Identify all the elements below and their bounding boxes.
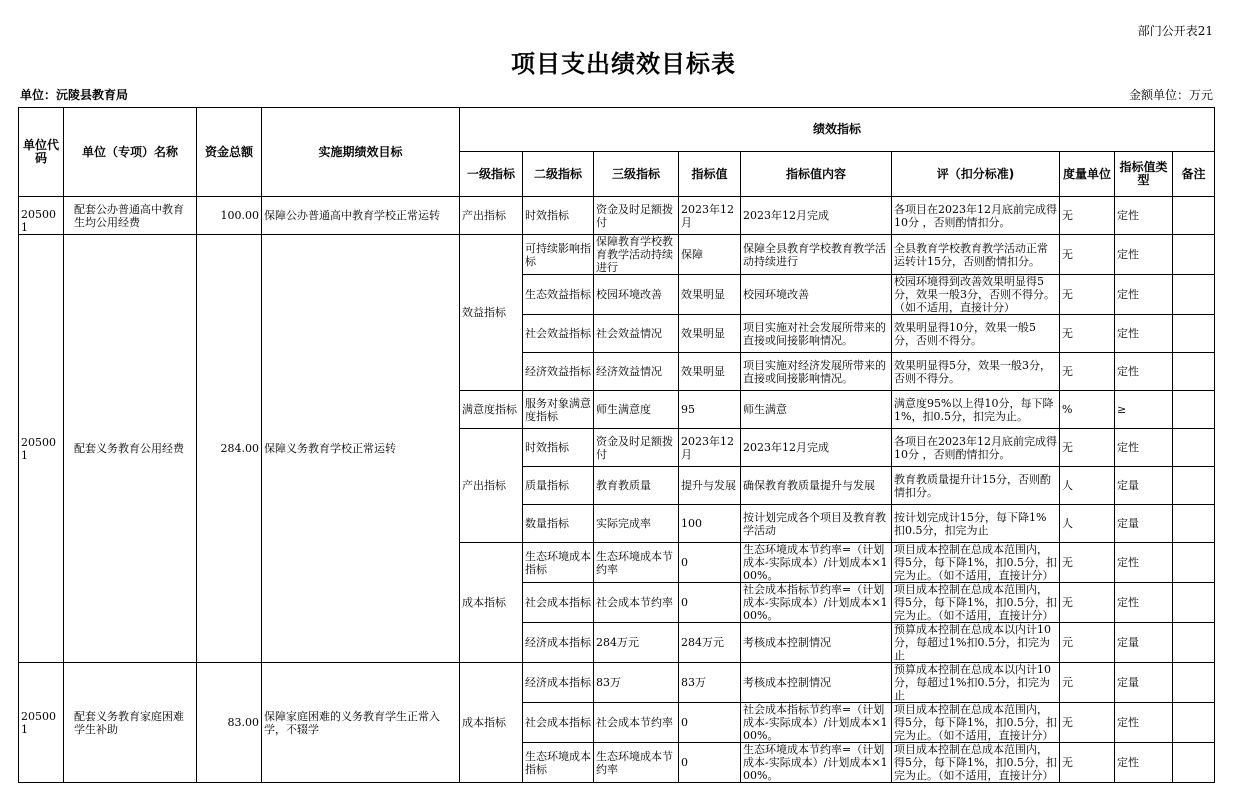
level3-cell: 校园环境改善 xyxy=(594,275,679,315)
value-cell: 2023年12月 xyxy=(679,429,741,467)
project-name-cell: 配套义务教育家庭困难学生补助 xyxy=(64,663,197,783)
content-cell: 师生满意 xyxy=(741,391,892,429)
table-row xyxy=(19,197,1215,235)
level2-cell: 时效指标 xyxy=(523,197,594,235)
content-cell: 2023年12月完成 xyxy=(741,197,892,235)
level3-cell: 保障教育学校教育教学活动持续进行 xyxy=(594,235,679,275)
goal-cell: 保障家庭困难的义务教育学生正常入学，不辍学 xyxy=(262,663,460,783)
value-type-cell: 定性 xyxy=(1115,235,1173,275)
remark-cell xyxy=(1173,315,1215,353)
measure-unit-cell: 人 xyxy=(1060,467,1115,505)
level3-cell: 生态环境成本节约率 xyxy=(594,743,679,783)
goal-cell: 保障义务教育学校正常运转 xyxy=(262,235,460,663)
header-content: 指标值内容 xyxy=(741,152,892,197)
value-cell: 0 xyxy=(679,743,741,783)
value-cell: 效果明显 xyxy=(679,353,741,391)
remark-cell xyxy=(1173,505,1215,543)
level1-cell: 成本指标 xyxy=(460,663,523,783)
header-indicators: 绩效指标 xyxy=(460,108,1215,152)
header-remark: 备注 xyxy=(1173,152,1215,197)
value-type-cell: 定性 xyxy=(1115,275,1173,315)
remark-cell xyxy=(1173,197,1215,235)
level2-cell: 数量指标 xyxy=(523,505,594,543)
measure-unit-cell: 无 xyxy=(1060,275,1115,315)
criteria-cell: 项目成本控制在总成本范围内，得5分，每下降1%，扣0.5分，扣完为止。（如不适用，直接计分） xyxy=(892,703,1060,743)
value-cell: 284万元 xyxy=(679,623,741,663)
amount-cell: 100.00 xyxy=(197,197,262,235)
criteria-cell: 效果明显得10分，效果一般5分，否则不得分。 xyxy=(892,315,1060,353)
table-row xyxy=(19,235,1215,275)
level2-cell: 社会效益指标 xyxy=(523,315,594,353)
criteria-cell: 项目成本控制在总成本范围内，得5分，每下降1%，扣0.5分，扣完为止。（如不适用，直接计分） xyxy=(892,743,1060,783)
content-cell: 确保教育教质量提升与发展 xyxy=(741,467,892,505)
value-cell: 83万 xyxy=(679,663,741,703)
content-cell: 2023年12月完成 xyxy=(741,429,892,467)
header-level1: 一级指标 xyxy=(460,152,523,197)
content-cell: 社会成本指标节约率=（计划成本-实际成本）/计划成本×100%。 xyxy=(741,703,892,743)
level1-cell: 成本指标 xyxy=(460,543,523,663)
content-cell: 按计划完成各个项目及教育教学活动 xyxy=(741,505,892,543)
table-row xyxy=(19,663,1215,703)
level1-cell: 产出指标 xyxy=(460,197,523,235)
unit-code-cell: 205001 xyxy=(19,197,64,235)
header-row-1 xyxy=(19,108,1215,152)
value-type-cell: 定性 xyxy=(1115,429,1173,467)
remark-cell xyxy=(1173,623,1215,663)
value-cell: 95 xyxy=(679,391,741,429)
remark-cell xyxy=(1173,275,1215,315)
value-type-cell: 定性 xyxy=(1115,743,1173,783)
level3-cell: 社会成本节约率 xyxy=(594,583,679,623)
criteria-cell: 各项目在2023年12月底前完成得10分 ，否则酌情扣分。 xyxy=(892,429,1060,467)
criteria-cell: 满意度95%以上得10分，每下降1%，扣0.5分，扣完为止。 xyxy=(892,391,1060,429)
remark-cell xyxy=(1173,703,1215,743)
unit-label: 单位：沅陵县教育局 xyxy=(20,88,129,102)
header-level3: 三级指标 xyxy=(594,152,679,197)
value-cell: 100 xyxy=(679,505,741,543)
measure-unit-cell: 无 xyxy=(1060,543,1115,583)
level2-cell: 时效指标 xyxy=(523,429,594,467)
measure-unit-cell: 无 xyxy=(1060,235,1115,275)
value-cell: 0 xyxy=(679,583,741,623)
header-value: 指标值 xyxy=(679,152,741,197)
value-cell: 效果明显 xyxy=(679,275,741,315)
remark-cell xyxy=(1173,743,1215,783)
amount-unit-label: 金额单位：万元 xyxy=(1128,88,1213,102)
level2-cell: 可持续影响指标 xyxy=(523,235,594,275)
level3-cell: 资金及时足额拨付 xyxy=(594,197,679,235)
measure-unit-cell: 元 xyxy=(1060,663,1115,703)
value-type-cell: 定量 xyxy=(1115,505,1173,543)
unit-code-cell: 205001 xyxy=(19,235,64,663)
value-type-cell: 定性 xyxy=(1115,703,1173,743)
header-unit-code: 单位代码 xyxy=(19,108,64,197)
criteria-cell: 项目成本控制在总成本范围内，得5分，每下降1%，扣0.5分，扣完为止。（如不适用，直接计分） xyxy=(892,583,1060,623)
value-type-cell: 定量 xyxy=(1115,467,1173,505)
level2-cell: 经济成本指标 xyxy=(523,623,594,663)
remark-cell xyxy=(1173,353,1215,391)
value-cell: 0 xyxy=(679,543,741,583)
measure-unit-cell: 元 xyxy=(1060,623,1115,663)
value-cell: 0 xyxy=(679,703,741,743)
unit-code-cell: 205001 xyxy=(19,663,64,783)
value-type-cell: 定量 xyxy=(1115,663,1173,703)
value-type-cell: 定性 xyxy=(1115,315,1173,353)
project-name-cell: 配套义务教育公用经费 xyxy=(64,235,197,663)
project-name-cell: 配套公办普通高中教育生均公用经费 xyxy=(64,197,197,235)
level1-cell: 效益指标 xyxy=(460,235,523,391)
value-cell: 效果明显 xyxy=(679,315,741,353)
value-type-cell: 定性 xyxy=(1115,197,1173,235)
measure-unit-cell: % xyxy=(1060,391,1115,429)
level3-cell: 实际完成率 xyxy=(594,505,679,543)
level2-cell: 生态环境成本指标 xyxy=(523,543,594,583)
content-cell: 考核成本控制情况 xyxy=(741,663,892,703)
remark-cell xyxy=(1173,391,1215,429)
content-cell: 校园环境改善 xyxy=(741,275,892,315)
value-type-cell: 定性 xyxy=(1115,353,1173,391)
remark-cell xyxy=(1173,235,1215,275)
level1-cell: 产出指标 xyxy=(460,429,523,543)
performance-goals-table xyxy=(18,107,1215,783)
criteria-cell: 效果明显得5分，效果一般3分，否则不得分。 xyxy=(892,353,1060,391)
measure-unit-cell: 无 xyxy=(1060,703,1115,743)
header-total-funds: 资金总额 xyxy=(197,108,262,197)
amount-cell: 284.00 xyxy=(197,235,262,663)
level1-cell: 满意度指标 xyxy=(460,391,523,429)
level3-cell: 师生满意度 xyxy=(594,391,679,429)
criteria-cell: 全县教育学校教育教学活动正常运转计15分，否则酌情扣分。 xyxy=(892,235,1060,275)
level2-cell: 经济效益指标 xyxy=(523,353,594,391)
level3-cell: 生态环境成本节约率 xyxy=(594,543,679,583)
form-number: 部门公开表21 xyxy=(1137,24,1213,38)
measure-unit-cell: 人 xyxy=(1060,505,1115,543)
criteria-cell: 校园环境得到改善效果明显得5分，效果一般3分，否则不得分。（如不适用，直接计分） xyxy=(892,275,1060,315)
goal-cell: 保障公办普通高中教育学校正常运转 xyxy=(262,197,460,235)
header-goal: 实施期绩效目标 xyxy=(262,108,460,197)
content-cell: 项目实施对社会发展所带来的直接或间接影响情况。 xyxy=(741,315,892,353)
header-measure-unit: 度量单位 xyxy=(1060,152,1115,197)
criteria-cell: 教育教质量提升计15分，否则酌情扣分。 xyxy=(892,467,1060,505)
level2-cell: 服务对象满意度指标 xyxy=(523,391,594,429)
header-project-name: 单位（专项）名称 xyxy=(64,108,197,197)
value-type-cell: ≥ xyxy=(1115,391,1173,429)
header-level2: 二级指标 xyxy=(523,152,594,197)
criteria-cell: 项目成本控制在总成本范围内，得5分，每下降1%，扣0.5分，扣完为止。（如不适用，直接计分） xyxy=(892,543,1060,583)
level3-cell: 教育教质量 xyxy=(594,467,679,505)
measure-unit-cell: 无 xyxy=(1060,197,1115,235)
measure-unit-cell: 无 xyxy=(1060,353,1115,391)
header-criteria: 评（扣分标准) xyxy=(892,152,1060,197)
criteria-cell: 按计划完成计15分，每下降1%扣0.5分，扣完为止 xyxy=(892,505,1060,543)
value-cell: 2023年12月 xyxy=(679,197,741,235)
content-cell: 生态环境成本节约率=（计划成本-实际成本）/计划成本×100%。 xyxy=(741,543,892,583)
content-cell: 项目实施对经济发展所带来的直接或间接影响情况。 xyxy=(741,353,892,391)
criteria-cell: 各项目在2023年12月底前完成得10分 ，否则酌情扣分。 xyxy=(892,197,1060,235)
level2-cell: 质量指标 xyxy=(523,467,594,505)
level3-cell: 资金及时足额拨付 xyxy=(594,429,679,467)
measure-unit-cell: 无 xyxy=(1060,743,1115,783)
page-title: 项目支出绩效目标表 xyxy=(511,50,736,78)
level2-cell: 生态环境成本指标 xyxy=(523,743,594,783)
level2-cell: 生态效益指标 xyxy=(523,275,594,315)
remark-cell xyxy=(1173,429,1215,467)
level3-cell: 社会效益情况 xyxy=(594,315,679,353)
remark-cell xyxy=(1173,543,1215,583)
measure-unit-cell: 无 xyxy=(1060,315,1115,353)
content-cell: 考核成本控制情况 xyxy=(741,623,892,663)
criteria-cell: 预算成本控制在总成本以内计10分，每超过1%扣0.5分，扣完为止 xyxy=(892,663,1060,703)
remark-cell xyxy=(1173,583,1215,623)
level3-cell: 83万 xyxy=(594,663,679,703)
value-type-cell: 定性 xyxy=(1115,583,1173,623)
value-cell: 提升与发展 xyxy=(679,467,741,505)
level3-cell: 经济效益情况 xyxy=(594,353,679,391)
amount-cell: 83.00 xyxy=(197,663,262,783)
content-cell: 生态环境成本节约率=（计划成本-实际成本）/计划成本×100%。 xyxy=(741,743,892,783)
header-value-type: 指标值类型 xyxy=(1115,152,1173,197)
criteria-cell: 预算成本控制在总成本以内计10分，每超过1%扣0.5分，扣完为止 xyxy=(892,623,1060,663)
measure-unit-cell: 无 xyxy=(1060,429,1115,467)
remark-cell xyxy=(1173,663,1215,703)
measure-unit-cell: 无 xyxy=(1060,583,1115,623)
level2-cell: 社会成本指标 xyxy=(523,703,594,743)
remark-cell xyxy=(1173,467,1215,505)
level2-cell: 经济成本指标 xyxy=(523,663,594,703)
content-cell: 保障全县教育学校教育教学活动持续进行 xyxy=(741,235,892,275)
level3-cell: 284万元 xyxy=(594,623,679,663)
value-cell: 保障 xyxy=(679,235,741,275)
content-cell: 社会成本指标节约率=（计划成本-实际成本）/计划成本×100%。 xyxy=(741,583,892,623)
level2-cell: 社会成本指标 xyxy=(523,583,594,623)
value-type-cell: 定性 xyxy=(1115,543,1173,583)
level3-cell: 社会成本节约率 xyxy=(594,703,679,743)
value-type-cell: 定量 xyxy=(1115,623,1173,663)
